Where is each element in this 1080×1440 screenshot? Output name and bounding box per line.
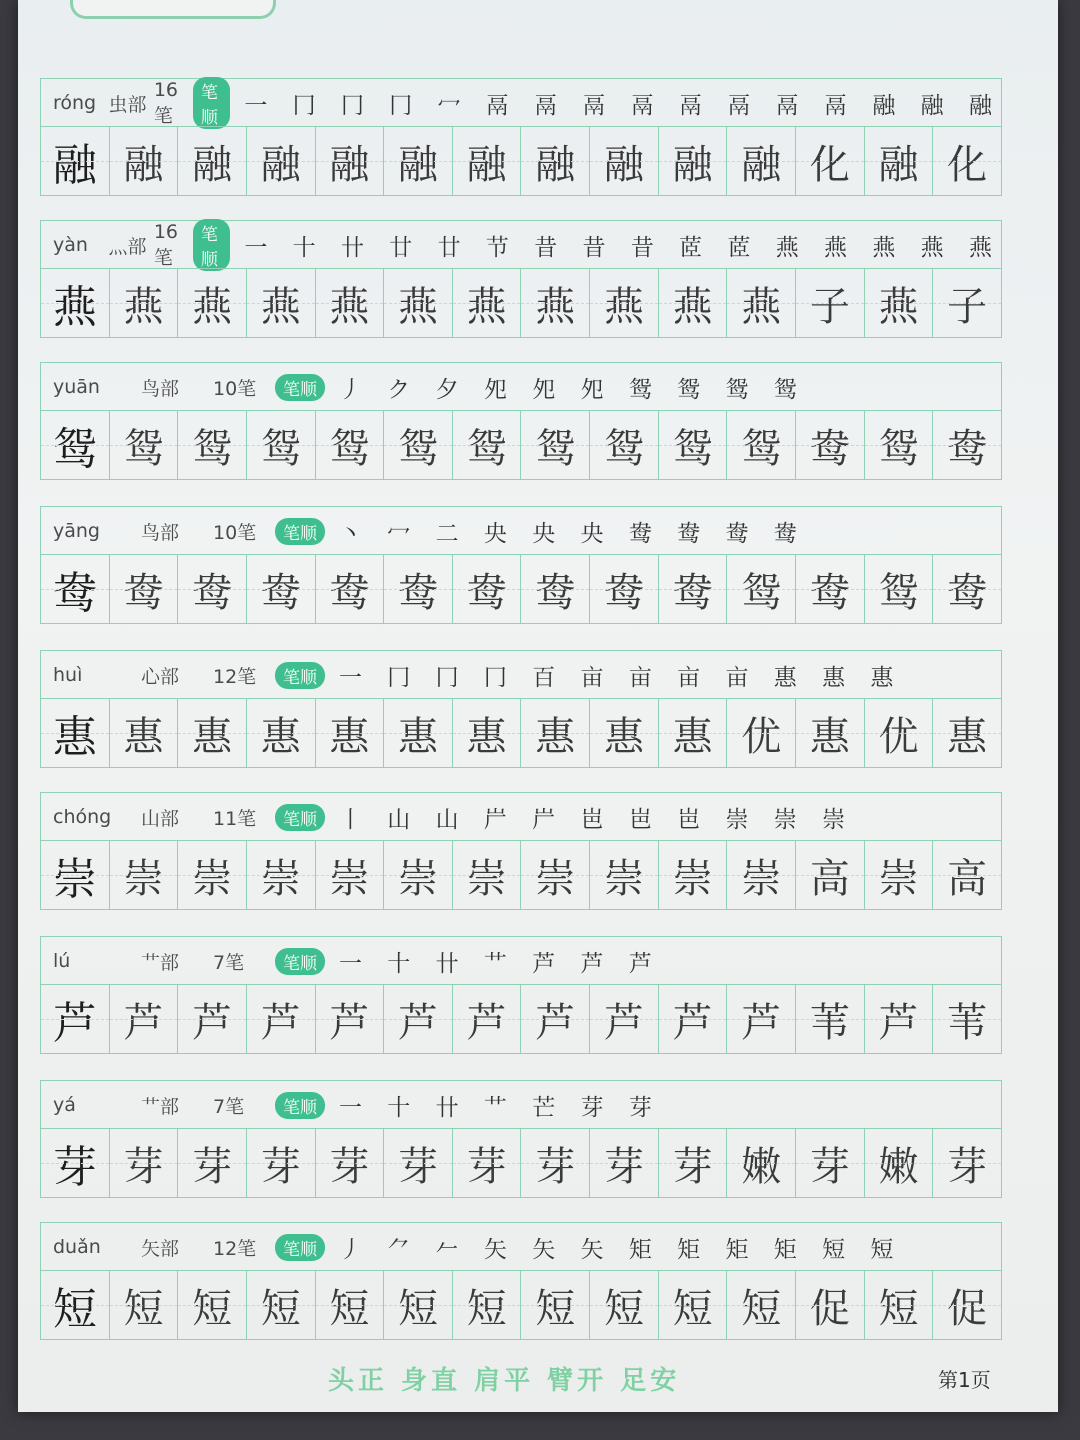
character-row <box>40 1222 1002 1354</box>
radical-label: 鸟部 <box>141 521 180 544</box>
practice-character-cell: 崇 <box>110 841 179 909</box>
practice-character-cell: 惠 <box>796 699 865 767</box>
practice-character-cell: 惠 <box>384 699 453 767</box>
practice-character-cell: 鸳 <box>316 411 385 479</box>
radical-label: 山部 <box>141 807 180 830</box>
practice-character-cell: 芦 <box>590 985 659 1053</box>
practice-character-cell: 芦 <box>247 985 316 1053</box>
stroke-order-sequence: 一 十 卄 艹 芦 芦 芦 <box>339 950 661 977</box>
page-title-tab <box>70 0 276 19</box>
pinyin-label: róng <box>53 92 97 114</box>
stroke-order-sequence: 丿 ク 夕 夗 夗 夗 鸳 鸳 鸳 鸳 <box>339 376 806 403</box>
practice-character-cell: 芦 <box>384 985 453 1053</box>
practice-character-cell: 鸯 <box>384 555 453 623</box>
practice-character-cell: 促 <box>933 1271 1001 1339</box>
practice-character-cell: 鸳 <box>727 555 796 623</box>
stroke-order-sequence: 一 ⼌ ⼌ ⼌ 百 亩 亩 亩 亩 惠 惠 惠 <box>339 664 903 691</box>
practice-character-cell: 鸯 <box>933 411 1001 479</box>
model-character-cell: 鸯 <box>41 555 110 623</box>
practice-character-cell: 燕 <box>521 269 590 337</box>
writing-grid <box>40 984 1002 1054</box>
practice-character-cell: 鸳 <box>865 555 934 623</box>
practice-character-cell: 芦 <box>316 985 385 1053</box>
practice-character-cell: 芽 <box>316 1129 385 1197</box>
practice-character-cell: 燕 <box>727 269 796 337</box>
model-character-cell: 融 <box>41 127 110 195</box>
practice-character-cell: 燕 <box>384 269 453 337</box>
practice-character-cell: 芽 <box>110 1129 179 1197</box>
practice-character-cell: 鸳 <box>384 411 453 479</box>
model-character-cell: 芽 <box>41 1129 110 1197</box>
practice-character-cell: 惠 <box>453 699 522 767</box>
stroke-order-sequence: 一 十 卄 廿 廿 节 昔 昔 昔 茝 茝 燕 燕 燕 燕 燕 <box>244 234 1001 261</box>
pinyin-label: duǎn <box>53 1236 101 1258</box>
stroke-order-badge: 笔顺 <box>193 219 230 271</box>
practice-character-cell: 芦 <box>178 985 247 1053</box>
stroke-count: 16笔 <box>153 78 179 127</box>
character-info-bar <box>40 78 1002 127</box>
stroke-count: 11笔 <box>213 807 257 830</box>
practice-character-cell: 嫩 <box>865 1129 934 1197</box>
practice-character-cell: 崇 <box>727 841 796 909</box>
page-number: 第1页 <box>938 1368 991 1392</box>
practice-character-cell: 短 <box>110 1271 179 1339</box>
practice-character-cell: 芽 <box>453 1129 522 1197</box>
radical-label: 鸟部 <box>141 377 180 400</box>
pinyin-label: chóng <box>53 806 112 828</box>
practice-character-cell: 芽 <box>659 1129 728 1197</box>
practice-character-cell: 芽 <box>796 1129 865 1197</box>
practice-character-cell: 燕 <box>316 269 385 337</box>
practice-character-cell: 芦 <box>453 985 522 1053</box>
practice-character-cell: 鸯 <box>796 411 865 479</box>
stroke-count: 10笔 <box>213 377 257 400</box>
practice-character-cell: 融 <box>659 127 728 195</box>
character-info-bar <box>40 936 1002 985</box>
practice-character-cell: 融 <box>865 127 934 195</box>
practice-character-cell: 短 <box>590 1271 659 1339</box>
practice-character-cell: 鸯 <box>178 555 247 623</box>
practice-character-cell: 融 <box>110 127 179 195</box>
pinyin-label: yāng <box>53 520 100 542</box>
stroke-order-badge: 笔顺 <box>275 1092 325 1119</box>
practice-character-cell: 崇 <box>178 841 247 909</box>
practice-character-cell: 芽 <box>590 1129 659 1197</box>
character-info-bar <box>40 792 1002 841</box>
stroke-order-sequence: 一 ⼌ ⼌ ⼌ ⼍ 鬲 鬲 鬲 鬲 鬲 鬲 鬲 鬲 融 融 融 <box>244 92 1001 119</box>
practice-character-cell: 惠 <box>933 699 1001 767</box>
practice-character-cell: 鸯 <box>110 555 179 623</box>
pinyin-label: yàn <box>53 234 88 256</box>
writing-grid <box>40 840 1002 910</box>
character-row <box>40 506 1002 638</box>
stroke-count: 12笔 <box>213 665 257 688</box>
pinyin-label: lú <box>53 950 71 972</box>
practice-character-cell: 燕 <box>178 269 247 337</box>
practice-character-cell: 芦 <box>865 985 934 1053</box>
practice-character-cell: 鸯 <box>659 555 728 623</box>
practice-character-cell: 鸳 <box>865 411 934 479</box>
pinyin-label: yuān <box>53 376 100 398</box>
practice-character-cell: 燕 <box>247 269 316 337</box>
practice-character-cell: 燕 <box>659 269 728 337</box>
practice-character-cell: 鸳 <box>727 411 796 479</box>
practice-character-cell: 芽 <box>178 1129 247 1197</box>
stroke-order-sequence: 一 十 卄 艹 芒 芽 芽 <box>339 1094 661 1121</box>
writing-grid <box>40 126 1002 196</box>
stroke-count: 10笔 <box>213 521 257 544</box>
practice-character-cell: 鸳 <box>590 411 659 479</box>
practice-character-cell: 惠 <box>247 699 316 767</box>
practice-character-cell: 崇 <box>384 841 453 909</box>
pinyin-label: yá <box>53 1094 76 1116</box>
practice-character-cell: 融 <box>178 127 247 195</box>
practice-character-cell: 芽 <box>521 1129 590 1197</box>
practice-character-cell: 惠 <box>110 699 179 767</box>
practice-character-cell: 芽 <box>933 1129 1001 1197</box>
practice-character-cell: 融 <box>521 127 590 195</box>
model-character-cell: 短 <box>41 1271 110 1339</box>
practice-character-cell: 鸯 <box>521 555 590 623</box>
practice-character-cell: 苇 <box>933 985 1001 1053</box>
model-character-cell: 鸳 <box>41 411 110 479</box>
model-character-cell: 芦 <box>41 985 110 1053</box>
radical-label: 灬部 <box>108 235 147 258</box>
writing-grid <box>40 1128 1002 1198</box>
practice-character-cell: 融 <box>590 127 659 195</box>
practice-character-cell: 芦 <box>110 985 179 1053</box>
writing-grid <box>40 554 1002 624</box>
radical-label: 心部 <box>141 665 180 688</box>
practice-character-cell: 嫩 <box>727 1129 796 1197</box>
practice-character-cell: 短 <box>384 1271 453 1339</box>
practice-character-cell: 芽 <box>384 1129 453 1197</box>
practice-character-cell: 崇 <box>247 841 316 909</box>
character-row <box>40 362 1002 494</box>
character-row <box>40 936 1002 1068</box>
practice-character-cell: 鸯 <box>590 555 659 623</box>
practice-character-cell: 鸳 <box>659 411 728 479</box>
stroke-order-badge: 笔顺 <box>275 804 325 831</box>
character-info-bar <box>40 506 1002 555</box>
practice-character-cell: 燕 <box>865 269 934 337</box>
character-row <box>40 1080 1002 1212</box>
practice-character-cell: 崇 <box>865 841 934 909</box>
posture-slogan: 头正 身直 肩平 臂开 足安 <box>328 1366 681 1396</box>
stroke-count: 12笔 <box>213 1237 257 1260</box>
character-row <box>40 220 1002 352</box>
stroke-order-badge: 笔顺 <box>275 948 325 975</box>
practice-character-cell: 短 <box>316 1271 385 1339</box>
practice-character-cell: 燕 <box>590 269 659 337</box>
practice-character-cell: 惠 <box>178 699 247 767</box>
stroke-count: 7笔 <box>213 1095 245 1118</box>
practice-character-cell: 融 <box>453 127 522 195</box>
stroke-order-sequence: 丨 山 山 屵 屵 岜 岜 岜 崇 崇 崇 <box>339 806 855 833</box>
practice-character-cell: 苇 <box>796 985 865 1053</box>
practice-character-cell: 芦 <box>727 985 796 1053</box>
practice-character-cell: 高 <box>933 841 1001 909</box>
practice-character-cell: 崇 <box>590 841 659 909</box>
practice-character-cell: 鸳 <box>453 411 522 479</box>
practice-character-cell: 鸯 <box>453 555 522 623</box>
practice-character-cell: 融 <box>316 127 385 195</box>
practice-character-cell: 子 <box>796 269 865 337</box>
stroke-count: 16笔 <box>153 220 179 269</box>
practice-character-cell: 短 <box>247 1271 316 1339</box>
practice-character-cell: 鸯 <box>796 555 865 623</box>
practice-character-cell: 融 <box>247 127 316 195</box>
character-info-bar <box>40 650 1002 699</box>
stroke-order-sequence: 丶 冖 二 央 央 央 鸯 鸯 鸯 鸯 <box>339 520 806 547</box>
practice-character-cell: 优 <box>727 699 796 767</box>
radical-label: 艹部 <box>141 1095 180 1118</box>
character-row <box>40 78 1002 210</box>
practice-character-cell: 鸳 <box>521 411 590 479</box>
practice-character-cell: 融 <box>727 127 796 195</box>
practice-character-cell: 高 <box>796 841 865 909</box>
stroke-order-badge: 笔顺 <box>275 662 325 689</box>
writing-grid <box>40 410 1002 480</box>
character-row <box>40 650 1002 782</box>
stroke-count: 7笔 <box>213 951 245 974</box>
practice-character-cell: 短 <box>178 1271 247 1339</box>
practice-character-cell: 惠 <box>659 699 728 767</box>
practice-character-cell: 崇 <box>659 841 728 909</box>
practice-character-cell: 短 <box>865 1271 934 1339</box>
practice-character-cell: 芦 <box>521 985 590 1053</box>
writing-grid <box>40 698 1002 768</box>
worksheet-page <box>18 0 1058 1412</box>
practice-character-cell: 化 <box>933 127 1001 195</box>
practice-character-cell: 燕 <box>453 269 522 337</box>
practice-character-cell: 燕 <box>110 269 179 337</box>
practice-character-cell: 短 <box>659 1271 728 1339</box>
practice-character-cell: 芦 <box>659 985 728 1053</box>
practice-character-cell: 惠 <box>316 699 385 767</box>
character-info-bar <box>40 1080 1002 1129</box>
practice-character-cell: 鸳 <box>247 411 316 479</box>
stroke-order-badge: 笔顺 <box>193 77 230 129</box>
writing-grid <box>40 1270 1002 1340</box>
stroke-order-badge: 笔顺 <box>275 1234 325 1261</box>
practice-character-cell: 短 <box>453 1271 522 1339</box>
practice-character-cell: 促 <box>796 1271 865 1339</box>
practice-character-cell: 鸯 <box>933 555 1001 623</box>
pinyin-label: huì <box>53 664 83 686</box>
practice-character-cell: 短 <box>521 1271 590 1339</box>
practice-character-cell: 化 <box>796 127 865 195</box>
practice-character-cell: 短 <box>727 1271 796 1339</box>
radical-label: 艹部 <box>141 951 180 974</box>
writing-grid <box>40 268 1002 338</box>
radical-label: 矢部 <box>141 1237 180 1260</box>
stroke-order-badge: 笔顺 <box>275 374 325 401</box>
practice-character-cell: 鸯 <box>247 555 316 623</box>
practice-character-cell: 鸳 <box>110 411 179 479</box>
practice-character-cell: 鸳 <box>178 411 247 479</box>
practice-character-cell: 优 <box>865 699 934 767</box>
model-character-cell: 燕 <box>41 269 110 337</box>
practice-character-cell: 惠 <box>590 699 659 767</box>
practice-character-cell: 鸯 <box>316 555 385 623</box>
character-info-bar <box>40 220 1002 269</box>
practice-character-cell: 融 <box>384 127 453 195</box>
model-character-cell: 惠 <box>41 699 110 767</box>
character-info-bar <box>40 1222 1002 1271</box>
model-character-cell: 崇 <box>41 841 110 909</box>
practice-character-cell: 崇 <box>316 841 385 909</box>
practice-character-cell: 崇 <box>453 841 522 909</box>
character-info-bar <box>40 362 1002 411</box>
character-row <box>40 792 1002 924</box>
radical-label: 虫部 <box>108 93 147 116</box>
practice-character-cell: 惠 <box>521 699 590 767</box>
stroke-order-badge: 笔顺 <box>275 518 325 545</box>
stroke-order-sequence: 丿 ⺈ 𠂉 矢 矢 矢 矩 矩 矩 矩 短 短 <box>339 1236 903 1263</box>
practice-character-cell: 子 <box>933 269 1001 337</box>
practice-character-cell: 芽 <box>247 1129 316 1197</box>
practice-character-cell: 崇 <box>521 841 590 909</box>
